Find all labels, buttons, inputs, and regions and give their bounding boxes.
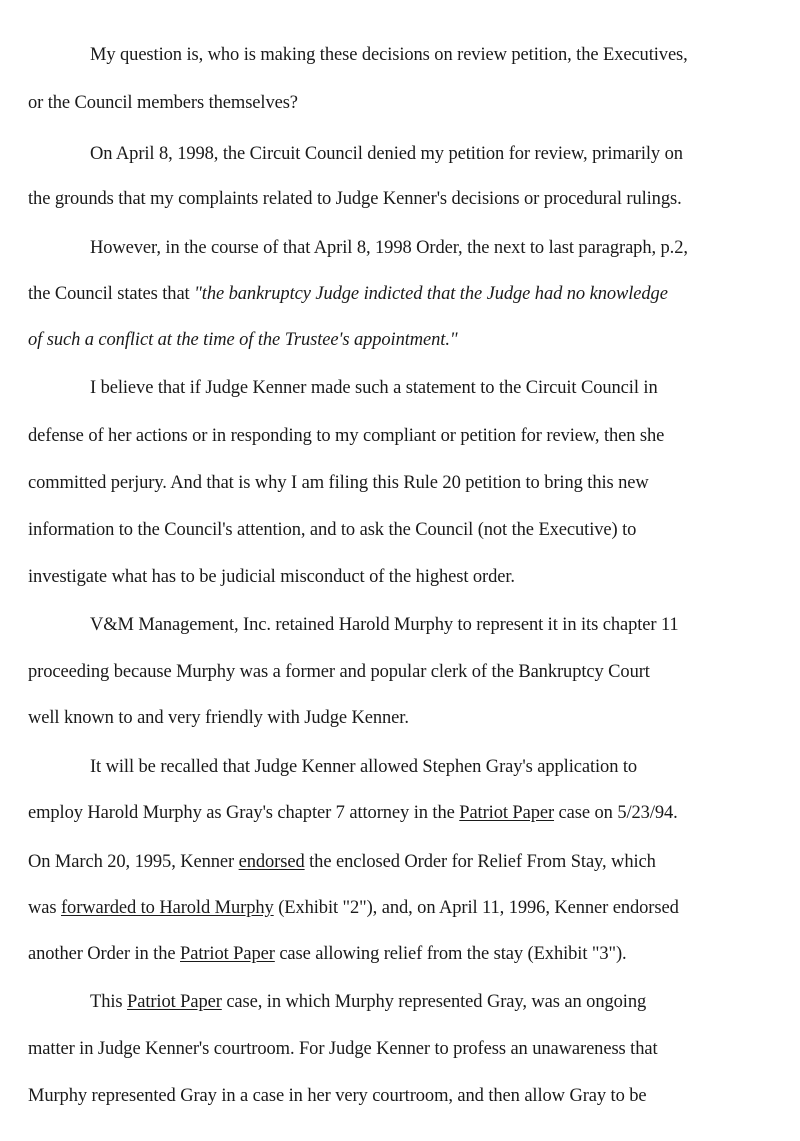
text-line: well known to and very friendly with Judge Kenner.	[28, 708, 409, 728]
text-line: committed perjury. And that is why I am filing this Rule 20 petition to bring this new	[28, 473, 649, 493]
text-line: matter in Judge Kenner's courtroom. For Judge Kenner to profess an unawareness that	[28, 1039, 658, 1059]
text-line: employ Harold Murphy as Gray's chapter 7 attorney in the Patriot Paper case on 5/23/94.	[28, 803, 678, 823]
case-name-underlined: Patriot Paper	[180, 944, 275, 964]
text-line: My question is, who is making these decisions on review petition, the Executives,	[90, 45, 688, 65]
emphasis-underlined: forwarded to Harold Murphy	[61, 898, 274, 918]
text-line: information to the Council's attention, and to ask the Council (not the Executive) to	[28, 520, 637, 540]
text-line: I believe that if Judge Kenner made such a statement to the Circuit Council in	[90, 378, 658, 398]
text-line: Murphy represented Gray in a case in her very courtroom, and then allow Gray to be	[28, 1086, 647, 1106]
text-line: was forwarded to Harold Murphy (Exhibit "2"), and, on April 11, 1996, Kenner endorsed	[28, 898, 679, 918]
text-line: However, in the course of that April 8, 1998 Order, the next to last paragraph, p.2,	[90, 238, 688, 258]
quoted-text: "the bankruptcy Judge indicted that the Judge had no knowledge	[194, 284, 668, 304]
case-name-underlined: Patriot Paper	[127, 992, 222, 1012]
text-line: the Council states that "the bankruptcy Judge indicted that the Judge had no knowledge	[28, 284, 668, 304]
text-line: On April 8, 1998, the Circuit Council denied my petition for review, primarily on	[90, 144, 683, 164]
text-line: It will be recalled that Judge Kenner allowed Stephen Gray's application to	[90, 757, 638, 777]
text-line: V&M Management, Inc. retained Harold Murphy to represent it in its chapter 11	[90, 615, 679, 635]
case-name-underlined: Patriot Paper	[459, 803, 555, 823]
text-line: On March 20, 1995, Kenner endorsed the enclosed Order for Relief From Stay, which	[28, 852, 656, 872]
text-line: This Patriot Paper case, in which Murphy represented Gray, was an ongoing	[90, 992, 647, 1012]
text-line: the grounds that my complaints related to Judge Kenner's decisions or procedural rulings.	[28, 189, 682, 209]
text-line: another Order in the Patriot Paper case allowing relief from the stay (Exhibit "3").	[28, 944, 627, 964]
quoted-text: of such a conflict at the time of the Trustee's appointment."	[28, 330, 458, 350]
text-line: proceeding because Murphy was a former and popular clerk of the Bankruptcy Court	[28, 662, 650, 682]
text-line: investigate what has to be judicial misconduct of the highest order.	[28, 567, 515, 587]
text-line: or the Council members themselves?	[28, 93, 298, 113]
emphasis-underlined: endorsed	[238, 852, 305, 872]
text-line: defense of her actions or in responding to my compliant or petition for review, then she	[28, 426, 665, 446]
